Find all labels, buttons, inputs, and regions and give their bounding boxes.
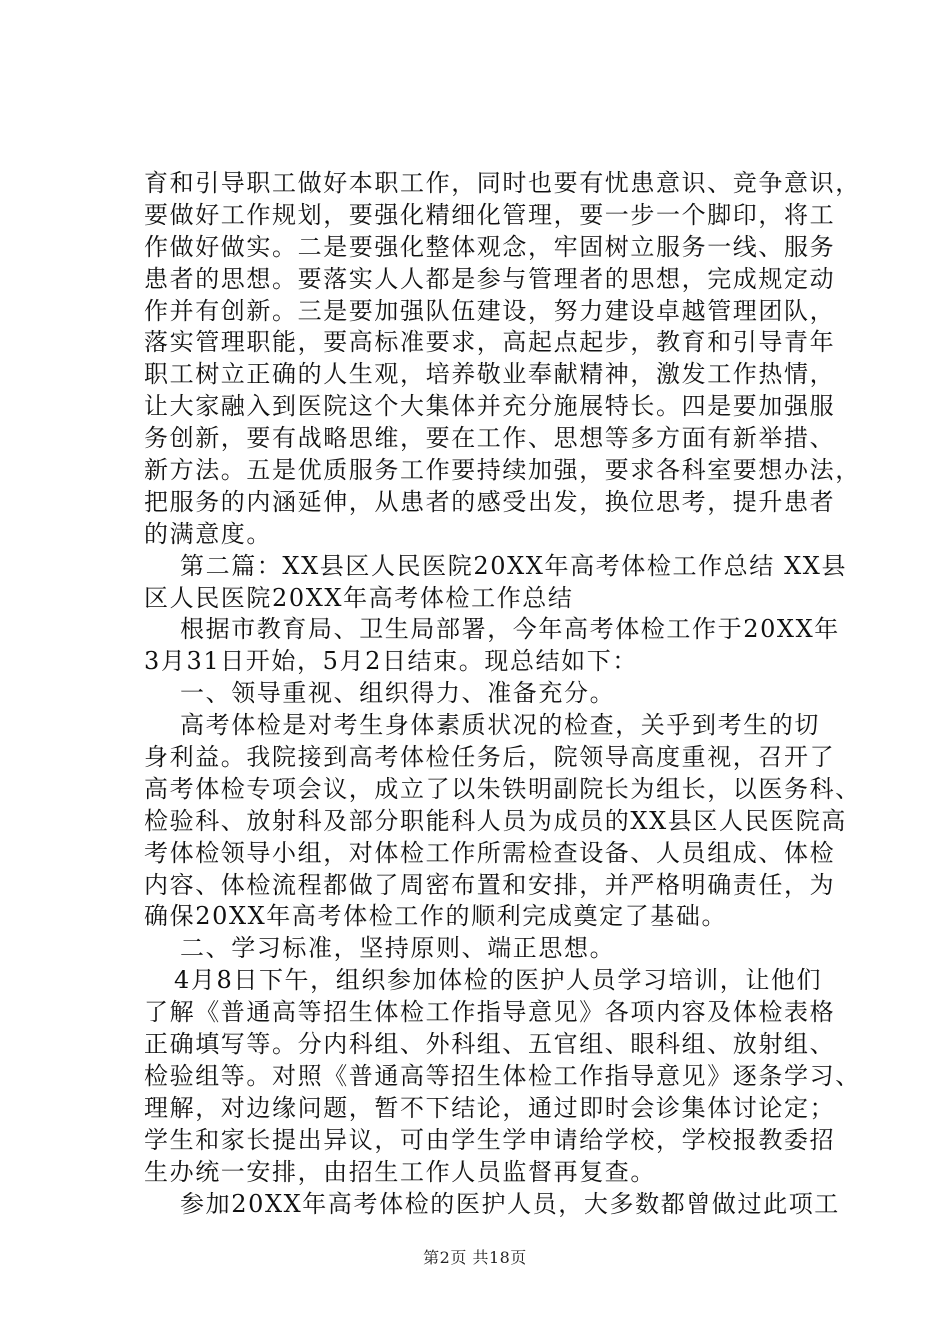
text-line: 作并有创新。三是要加强队伍建设，努力建设卓越管理团队， — [144, 296, 836, 325]
subheading: 一、领导重视、组织得力、准备充分。 — [180, 679, 616, 708]
document-body — [144, 168, 861, 1220]
text-line: 正确填写等。分内科组、外科组、五官组、眼科组、放射组、 — [144, 1030, 836, 1059]
text-line: 参加20XX年高考体检的医护人员，大多数都曾做过此项工 — [180, 1189, 840, 1218]
text-line: 根据市教育局、卫生局部署，今年高考体检工作于20XX年 — [180, 615, 840, 644]
text-line: 4月8日下午，组织参加体检的医护人员学习培训，让他们 — [174, 966, 823, 995]
text-line: 要做好工作规划，要强化精细化管理，要一步一个脚印，将工 — [144, 200, 836, 229]
text-line: 让大家融入到医院这个大集体并充分施展特长。四是要加强服 — [144, 392, 836, 421]
section-heading: 第二篇：XX县区人民医院20XX年高考体检工作总结 XX县 — [180, 551, 848, 580]
text-line: 身利益。我院接到高考体检任务后，院领导高度重视，召开了 — [144, 743, 836, 772]
page-number-footer: 第2页 共18页 — [423, 1248, 527, 1267]
text-line: 理解，对边缘问题，暂不下结论，通过即时会诊集体讨论定； — [144, 1093, 836, 1122]
text-line: 确保20XX年高考体检工作的顺利完成奠定了基础。 — [144, 902, 728, 931]
text-line: 了解《普通高等招生体检工作指导意见》各项内容及体检表格 — [144, 998, 836, 1027]
text-line: 生办统一安排，由招生工作人员监督再复查。 — [144, 1157, 656, 1186]
text-line: 高考体检是对考生身体素质状况的检查，关乎到考生的切 — [180, 711, 820, 740]
text-line: 内容、体检流程都做了周密布置和安排，并严格明确责任，为 — [144, 870, 836, 899]
text-line: 作做好做实。二是要强化整体观念，牢固树立服务一线、服务 — [144, 232, 836, 261]
text-line: 把服务的内涵延伸，从患者的感受出发，换位思考，提升患者 — [144, 487, 836, 516]
text-line: 高考体检专项会议，成立了以朱铁明副院长为组长，以医务科、 — [144, 774, 861, 803]
text-line: 学生和家长提出异议，可由学生学申请给学校，学校报教委招 — [144, 1125, 836, 1154]
text-line: 落实管理职能，要高标准要求，高起点起步，教育和引导青年 — [144, 328, 836, 357]
text-line: 检验科、放射科及部分职能科人员为成员的XX县区人民医院高 — [144, 806, 847, 835]
text-line: 检验组等。对照《普通高等招生体检工作指导意见》逐条学习、 — [144, 1061, 861, 1090]
text-line: 的满意度。 — [144, 519, 272, 548]
text-line: 育和引导职工做好本职工作，同时也要有忧患意识、竞争意识， — [144, 169, 861, 197]
text-line: 务创新，要有战略思维，要在工作、思想等多方面有新举措、 — [144, 424, 836, 453]
text-line: 职工树立正确的人生观，培养敬业奉献精神，激发工作热情， — [144, 360, 836, 389]
text-line: 新方法。五是优质服务工作要持续加强，要求各科室要想办法， — [144, 456, 861, 485]
text-line: 考体检领导小组，对体检工作所需检查设备、人员组成、体检 — [144, 838, 836, 867]
subheading: 二、学习标准，坚持原则、端正思想。 — [180, 934, 616, 963]
text-line: 3月31日开始，5月2日结束。现总结如下： — [144, 647, 638, 676]
text-line: 患者的思想。要落实人人都是参与管理者的思想，完成规定动 — [144, 264, 836, 293]
section-heading-continued: 区人民医院20XX年高考体检工作总结 — [144, 583, 574, 612]
